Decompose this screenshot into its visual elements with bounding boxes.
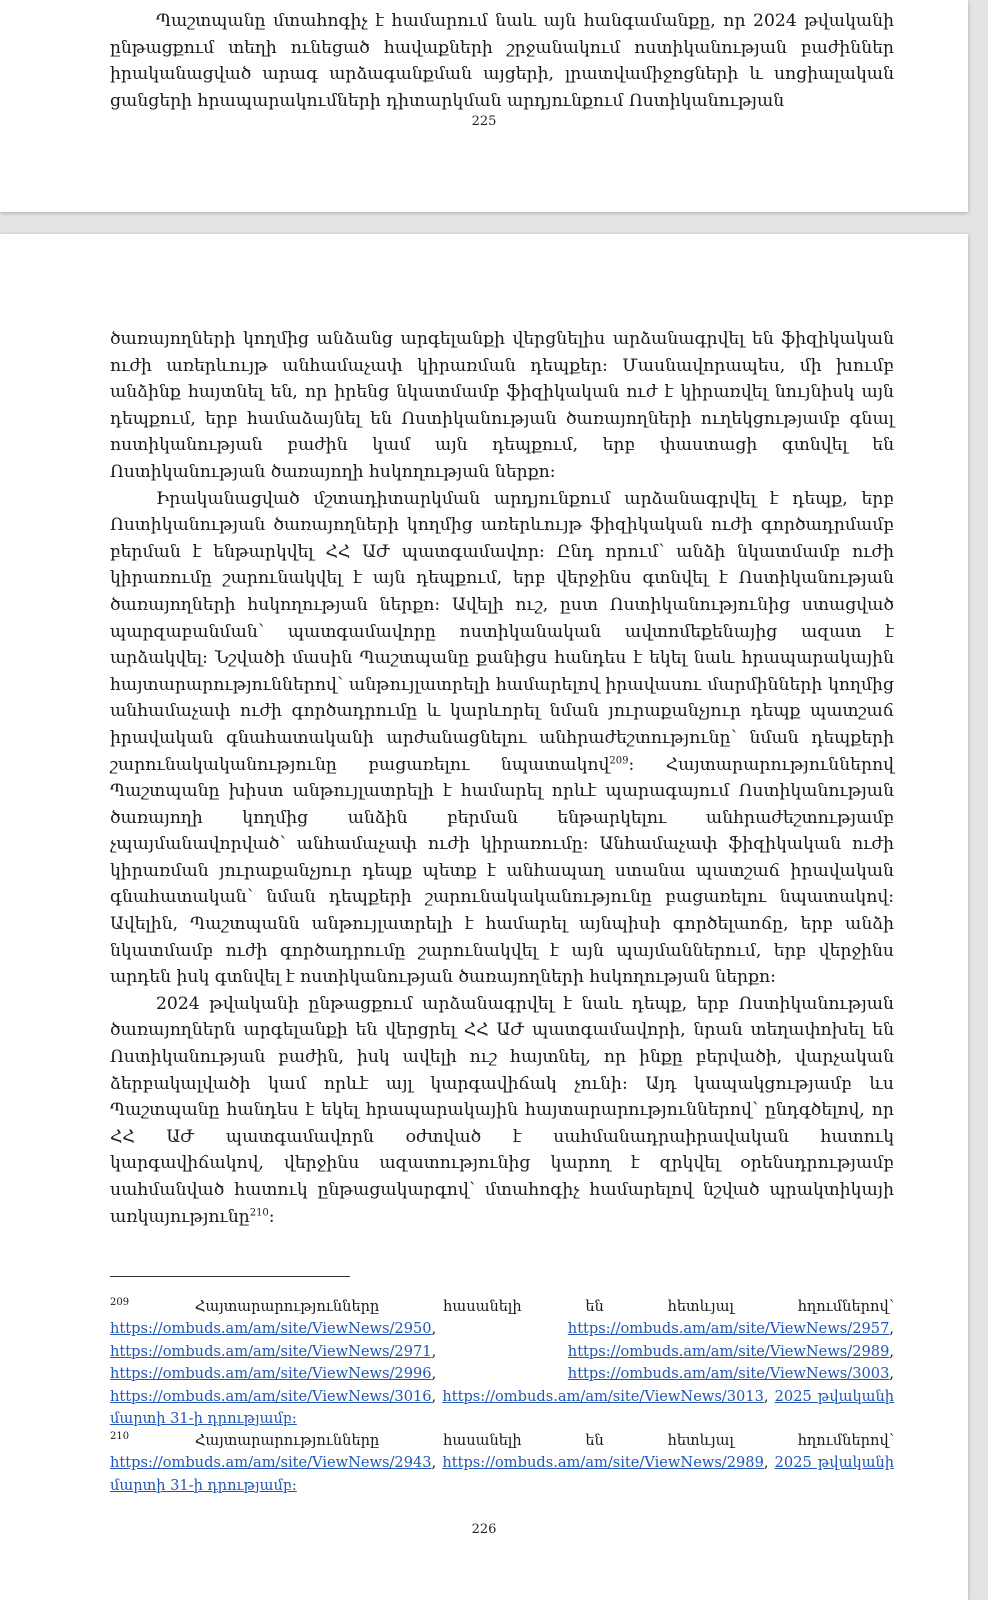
paragraph-4-tail: :	[268, 1206, 275, 1227]
footnote-separator	[110, 1276, 350, 1277]
footnote-intro: Հայտարարությունները հասանելի են հետևյալ հղումներով՝	[194, 1298, 895, 1315]
footnote-209: $^{209}$ Հայտարարությունները հասանելի են հետևյալ հղումներով՝ https://ombuds.am/am/site/ViewNews/2950, https://ombuds.am/am/site/ViewNews/2957, https://ombuds.am/am/site/ViewNews/2971, https://ombuds.am/am/site/ViewNews/2989, https://ombuds.am/am/site/ViewNews/2996, https://ombuds.am/am/site/ViewNews/3003, https://ombuds.am/am/site/ViewNews/3016, https://ombuds.am/am/site/ViewNews/3013, 2025 թվականի մարտի 31-ի դրությամբ:	[110, 1297, 895, 1428]
page-number-226: 226	[471, 1522, 497, 1537]
footnote-link[interactable]: https://ombuds.am/am/site/ViewNews/3003	[567, 1365, 890, 1383]
footnote-link[interactable]: https://ombuds.am/am/site/ViewNews/2957	[567, 1320, 890, 1338]
page-225	[0, 0, 968, 212]
page-226-body	[110, 326, 894, 1230]
page-226	[0, 234, 968, 1600]
footnote-number: 209	[110, 1297, 130, 1309]
footnote-number: 210	[110, 1431, 130, 1443]
paragraph-2-tail: : Հայտարարություններով	[628, 754, 894, 775]
paragraph-1: ծառայողների կողմից անձանց արգելանքի վերցնելիս արձանագրվել են ֆիզիկական ուժի առերևույթ անհամաչափ կիրառման դեպքեր: Մասնավորապես, մի խումբ անձինք հայտնել են, որ իրենց նկատմամբ ֆիզիկական ուժ է կիրառվել նույնիսկ այն դեպքում, երբ համաձայնել են Ոստիկանության ծառայողների ուղեկցությամբ գնալ ոստիկանության բաժին կամ այն դեպքում, երբ փաստացի գտնվել են Ոստիկանության ծառայողի հսկողության ներքո:	[110, 329, 894, 482]
footnote-link[interactable]: https://ombuds.am/am/site/ViewNews/2996	[110, 1365, 432, 1383]
footnote-link[interactable]: https://ombuds.am/am/site/ViewNews/2989	[442, 1454, 764, 1472]
paragraph-3-text: Պաշտպանը խիստ անթույլատրելի է համարել որևէ պարագայում Ոստիկանության ծառայողի կողմից անձին բերման ենթարկելու անհրաժեշտությամբ չպայմանավորված՝ անհամաչափ ուժի կիրառումը: Անհամաչափ ֆիզիկական ուժի կիրառման յուրաքանչյուր դեպք պետք է անհապաղ ստանա պատշաճ իրավական գնահատական՝ նման դեպքերի շարունակականությունը բացառելու նպատակով: Ավելին, Պաշտպանն անթույլատրելի է համարել այնպիսի գործելաոճը, երբ անձի նկատմամբ ուժի գործադրումը շարունակվել է այն պայմաններում, երբ վերջինս արդեն իսկ գտնվել է ոստիկանության ծառայողների հսկողության ներքո:	[110, 781, 894, 988]
footnote-link[interactable]: https://ombuds.am/am/site/ViewNews/2971	[110, 1342, 432, 1360]
footnote-210: $^{210}$ Հայտարարությունները հասանելի են հետևյալ հղումներով՝ https://ombuds.am/am/site/ViewNews/2943, https://ombuds.am/am/site/ViewNews/2989, 2025 թվականի մարտի 31-ի դրությամբ:	[110, 1431, 895, 1494]
footnote-link[interactable]: https://ombuds.am/am/site/ViewNews/2989	[567, 1342, 890, 1360]
paragraph-4-text: 2024 թվականի ընթացքում արձանագրվել է նաև դեպք, երբ Ոստիկանության ծառայողներն արգելանքի են վերցրել ՀՀ ԱԺ պատգամավորի, նրան տեղափոխել են Ոստիկանության բաժին, իսկ ավելի ուշ հայտնել, որ ինքը բերվածի, վարչական ձերբակալվածի կամ որևէ այլ կարգավիճակ չունի: Այդ կապակցությամբ ևս Պաշտպանը հանդես է եկել հրապարակային հայտարարություններով՝ ընդգծելով, որ ՀՀ ԱԺ պատգամավորն օժտված է սահմանադրաիրավական հատուկ կարգավիճակով, վերջինս ազատությունից կարող է զրկվել օրենսդրությամբ սահմանված հատուկ ընթացակարգով՝ մտահոգիչ համարելով նշված պրակտիկայի առկայությունը	[110, 993, 894, 1227]
page-number-225: 225	[471, 114, 497, 129]
paragraph-top: Պաշտպանը մտահոգիչ է համարում նաև այն հանգամանքը, որ 2024 թվականի ընթացքում տեղի ունեցած հավաքների շրջանակում ոստիկանության բաժիններ իրականացված արագ արձագանքման այցերի, լրատվամիջոցների և սոցիալական ցանցերի հրապարակումների դիտարկման արդյունքում Ոստիկանության	[110, 11, 894, 111]
footnote-link[interactable]: https://ombuds.am/am/site/ViewNews/2943	[110, 1454, 432, 1472]
paragraph-2	[110, 486, 894, 991]
footnote-ref-209[interactable]: 209	[609, 754, 629, 766]
footnote-link[interactable]: https://ombuds.am/am/site/ViewNews/3016	[110, 1387, 432, 1405]
footnote-ref-210[interactable]: 210	[249, 1206, 269, 1218]
footnote-link[interactable]: https://ombuds.am/am/site/ViewNews/3013	[442, 1387, 764, 1405]
footnote-link[interactable]: https://ombuds.am/am/site/ViewNews/2950	[110, 1320, 432, 1338]
footnote-intro: Հայտարարությունները հասանելի են հետևյալ հղումներով՝	[194, 1432, 895, 1449]
footnote-date[interactable]: 2025 թվականի մարտի 31-ի դրությամբ:	[110, 1387, 894, 1428]
footnote-date[interactable]: 2025 թվականի մարտի 31-ի դրությամբ:	[110, 1454, 894, 1494]
page-225-body	[110, 8, 894, 114]
paragraph-4	[110, 991, 894, 1230]
paragraph-2-text: Իրականացված մշտադիտարկման արդյունքում արձանագրվել է դեպք, երբ Ոստիկանության ծառայողների կողմից առերևույթ ֆիզիկական ուժի գործադրմամբ բերման է ենթարկվել ՀՀ ԱԺ պատգամավոր: Ընդ որում՝ անձի նկատմամբ ուժի կիրառումը շարունակվել է այն դեպքում, երբ վերջինս գտնվել է Ոստիկանության ծառայողների հսկողության ներքո: Ավելի ուշ, ըստ Ոստիկանությունից ստացված պարզաբանման՝ պատգամավորը ոստիկանական ավտոմեքենայից ազատ է արձակվել: Նշվածի մասին Պաշտպանը քանիցս հանդես է եկել նաև հրապարակային հայտարարություններով՝ անթույլատրելի համարելով իրավասու մարմինների կողմից անհամաչափ ուժի գործադրումը և կարևորել նման յուրաքանչյուր դեպք պատշաճ իրավական գնահատականի արժանացնելու անհրաժեշտությունը՝ նման դեպքերի շարունակականությունը բացառելու նպատակով	[110, 488, 894, 775]
